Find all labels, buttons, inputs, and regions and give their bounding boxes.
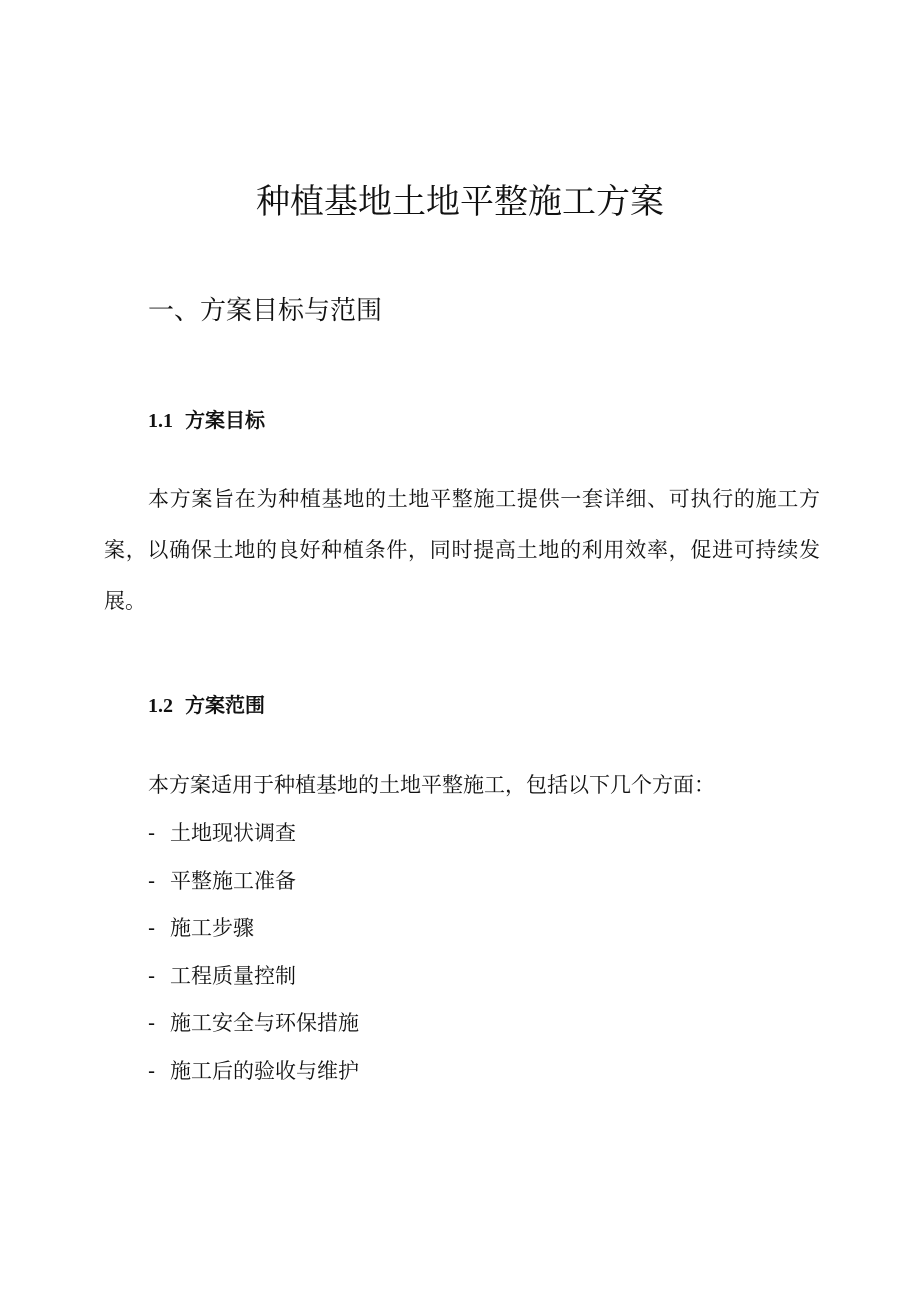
list-item: [148, 858, 359, 906]
list-item-text: 工程质量控制: [170, 963, 296, 988]
subsection-title: 方案范围: [185, 693, 265, 717]
document-title: 种植基地土地平整施工方案: [256, 182, 664, 222]
list-marker: -: [148, 916, 156, 940]
list-item-text: 土地现状调查: [170, 821, 296, 845]
list-marker: -: [148, 821, 156, 845]
subsection-number: 1.2: [148, 695, 173, 717]
scope-list: [148, 810, 359, 1095]
list-marker: -: [148, 1011, 156, 1035]
list-item: [148, 810, 359, 858]
list-item: [148, 953, 359, 1001]
subsection-heading-goals: [148, 405, 265, 436]
list-marker: -: [148, 1058, 156, 1083]
list-item-text: 平整施工准备: [170, 868, 296, 893]
subsection-title: 方案目标: [185, 408, 265, 432]
list-marker: -: [148, 963, 156, 988]
list-item-text: 施工安全与环保措施: [170, 1011, 359, 1035]
subsection-number: 1.1: [148, 410, 173, 432]
list-item: [148, 1048, 359, 1096]
list-item-text: 施工步骤: [170, 916, 254, 940]
list-item: [148, 905, 359, 953]
section-heading: 一、方案目标与范围: [148, 296, 383, 326]
list-item: [148, 1000, 359, 1048]
subsection-heading-scope: [148, 690, 265, 721]
scope-intro: 本方案适用于种植基地的土地平整施工，包括以下几个方面：: [148, 773, 715, 797]
list-marker: -: [148, 868, 156, 893]
goals-paragraph: 本方案旨在为种植基地的土地平整施工提供一套详细、可执行的施工方案，以确保土地的良好种植条件，同时提高土地的利用效率，促进可持续发展。: [104, 487, 820, 613]
list-item-text: 施工后的验收与维护: [170, 1058, 359, 1083]
